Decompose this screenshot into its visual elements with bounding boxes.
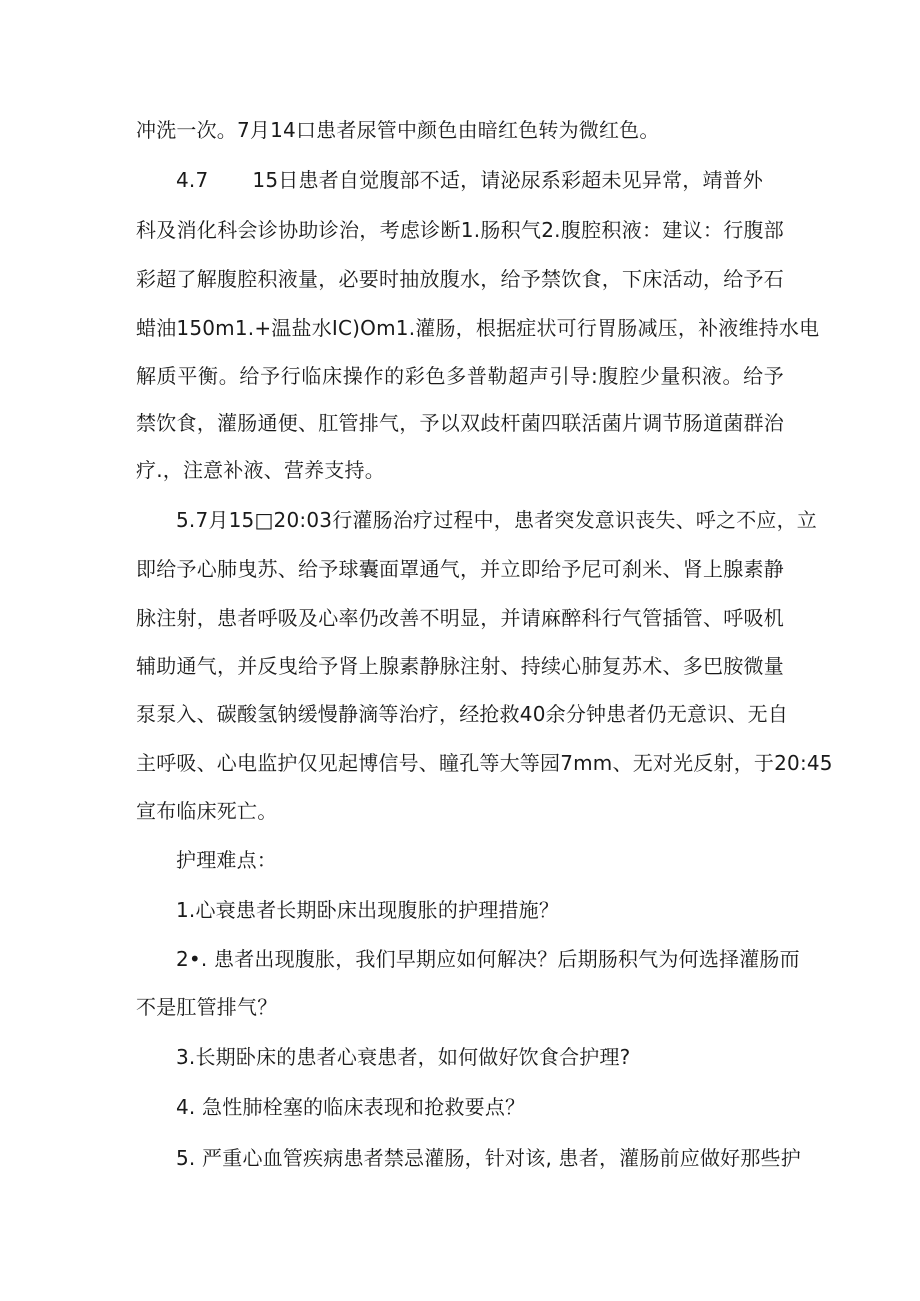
paragraph-4-line-6: 禁饮食，灌肠通便、肛管排气，予以双歧杆菌四联活菌片调节肠道菌群治 <box>136 411 784 435</box>
paragraph-4-line-4: 蜡油150m1.+温盐水IC)Om1.灌肠，根据症状可行胃肠减压，补液维持水电 <box>136 316 820 340</box>
paragraph-4-first-line <box>176 166 763 194</box>
paragraph-5-line-7: 宣布临床死亡。 <box>136 799 278 823</box>
paragraph-5-first-line: 5.7月15□20:03行灌肠治疗过程中，患者突发意识丧失、呼之不应，立 <box>176 508 817 532</box>
question-2-line-2: 不是肛管排气？ <box>136 995 278 1019</box>
paragraph-5-line-3: 脉注射，患者呼吸及心率仍改善不明显，并请麻醉科行气管插管、呼吸机 <box>136 606 784 630</box>
paragraph-3-continuation: 冲洗一次。7月14口患者尿管中颜色由暗红色转为微红色。 <box>136 118 660 142</box>
question-5: 5. 严重心血管疾病患者禁忌灌肠，针对该, 患者，灌肠前应做好那些护 <box>176 1146 801 1170</box>
question-1: 1.心衰患者长期卧床出现腹胀的护理措施？ <box>176 898 560 922</box>
paragraph-5-line-4: 辅助通气，并反曳给予肾上腺素静脉注射、持续心肺复苏术、多巴胺微量 <box>136 654 784 678</box>
paragraph-4-line-2: 科及消化科会诊协助诊治，考虑诊断1.肠积气2.腹腔积液：建议：行腹部 <box>136 218 784 242</box>
paragraph-4-line-5: 解质平衡。给予行临床操作的彩色多普勒超声引导:腹腔少量积液。给予 <box>136 364 784 388</box>
paragraph-5-line-6: 主呼吸、心电监护仅见起博信号、瞳孔等大等园7mm、无对光反射，于20:45 <box>136 751 833 775</box>
paragraph-4-first-line-text: 15日患者自觉腹部不适，请泌尿系彩超未见异常，靖普外 <box>252 168 764 192</box>
paragraph-5-line-5: 泵泵入、碳酸氢钠缓慢静滴等治疗，经抢救40余分钟患者仍无意识、无自 <box>136 702 789 726</box>
section-heading-nursing-difficulties: 护理难点： <box>176 848 277 872</box>
paragraph-4-line-3: 彩超了解腹腔积液量，必要时抽放腹水，给予禁饮食，下床活动，给予石 <box>136 267 784 291</box>
question-4: 4. 急性肺栓塞的临床表现和抢救要点？ <box>176 1095 526 1119</box>
item-number-4-7: 4.7 <box>176 168 209 192</box>
paragraph-5-line-2: 即给予心肺曳苏、给予球囊面罩通气，并立即给予尼可刹米、肾上腺素静 <box>136 557 784 581</box>
question-3: 3.长期卧床的患者心衰患者，如何做好饮食合护理? <box>176 1045 631 1069</box>
question-2-line-1: 2•. 患者出现腹胀，我们早期应如何解决？后期肠积气为何选择灌肠而 <box>176 947 800 971</box>
paragraph-4-line-7: 疗.，注意补液、营养支持。 <box>136 458 385 482</box>
